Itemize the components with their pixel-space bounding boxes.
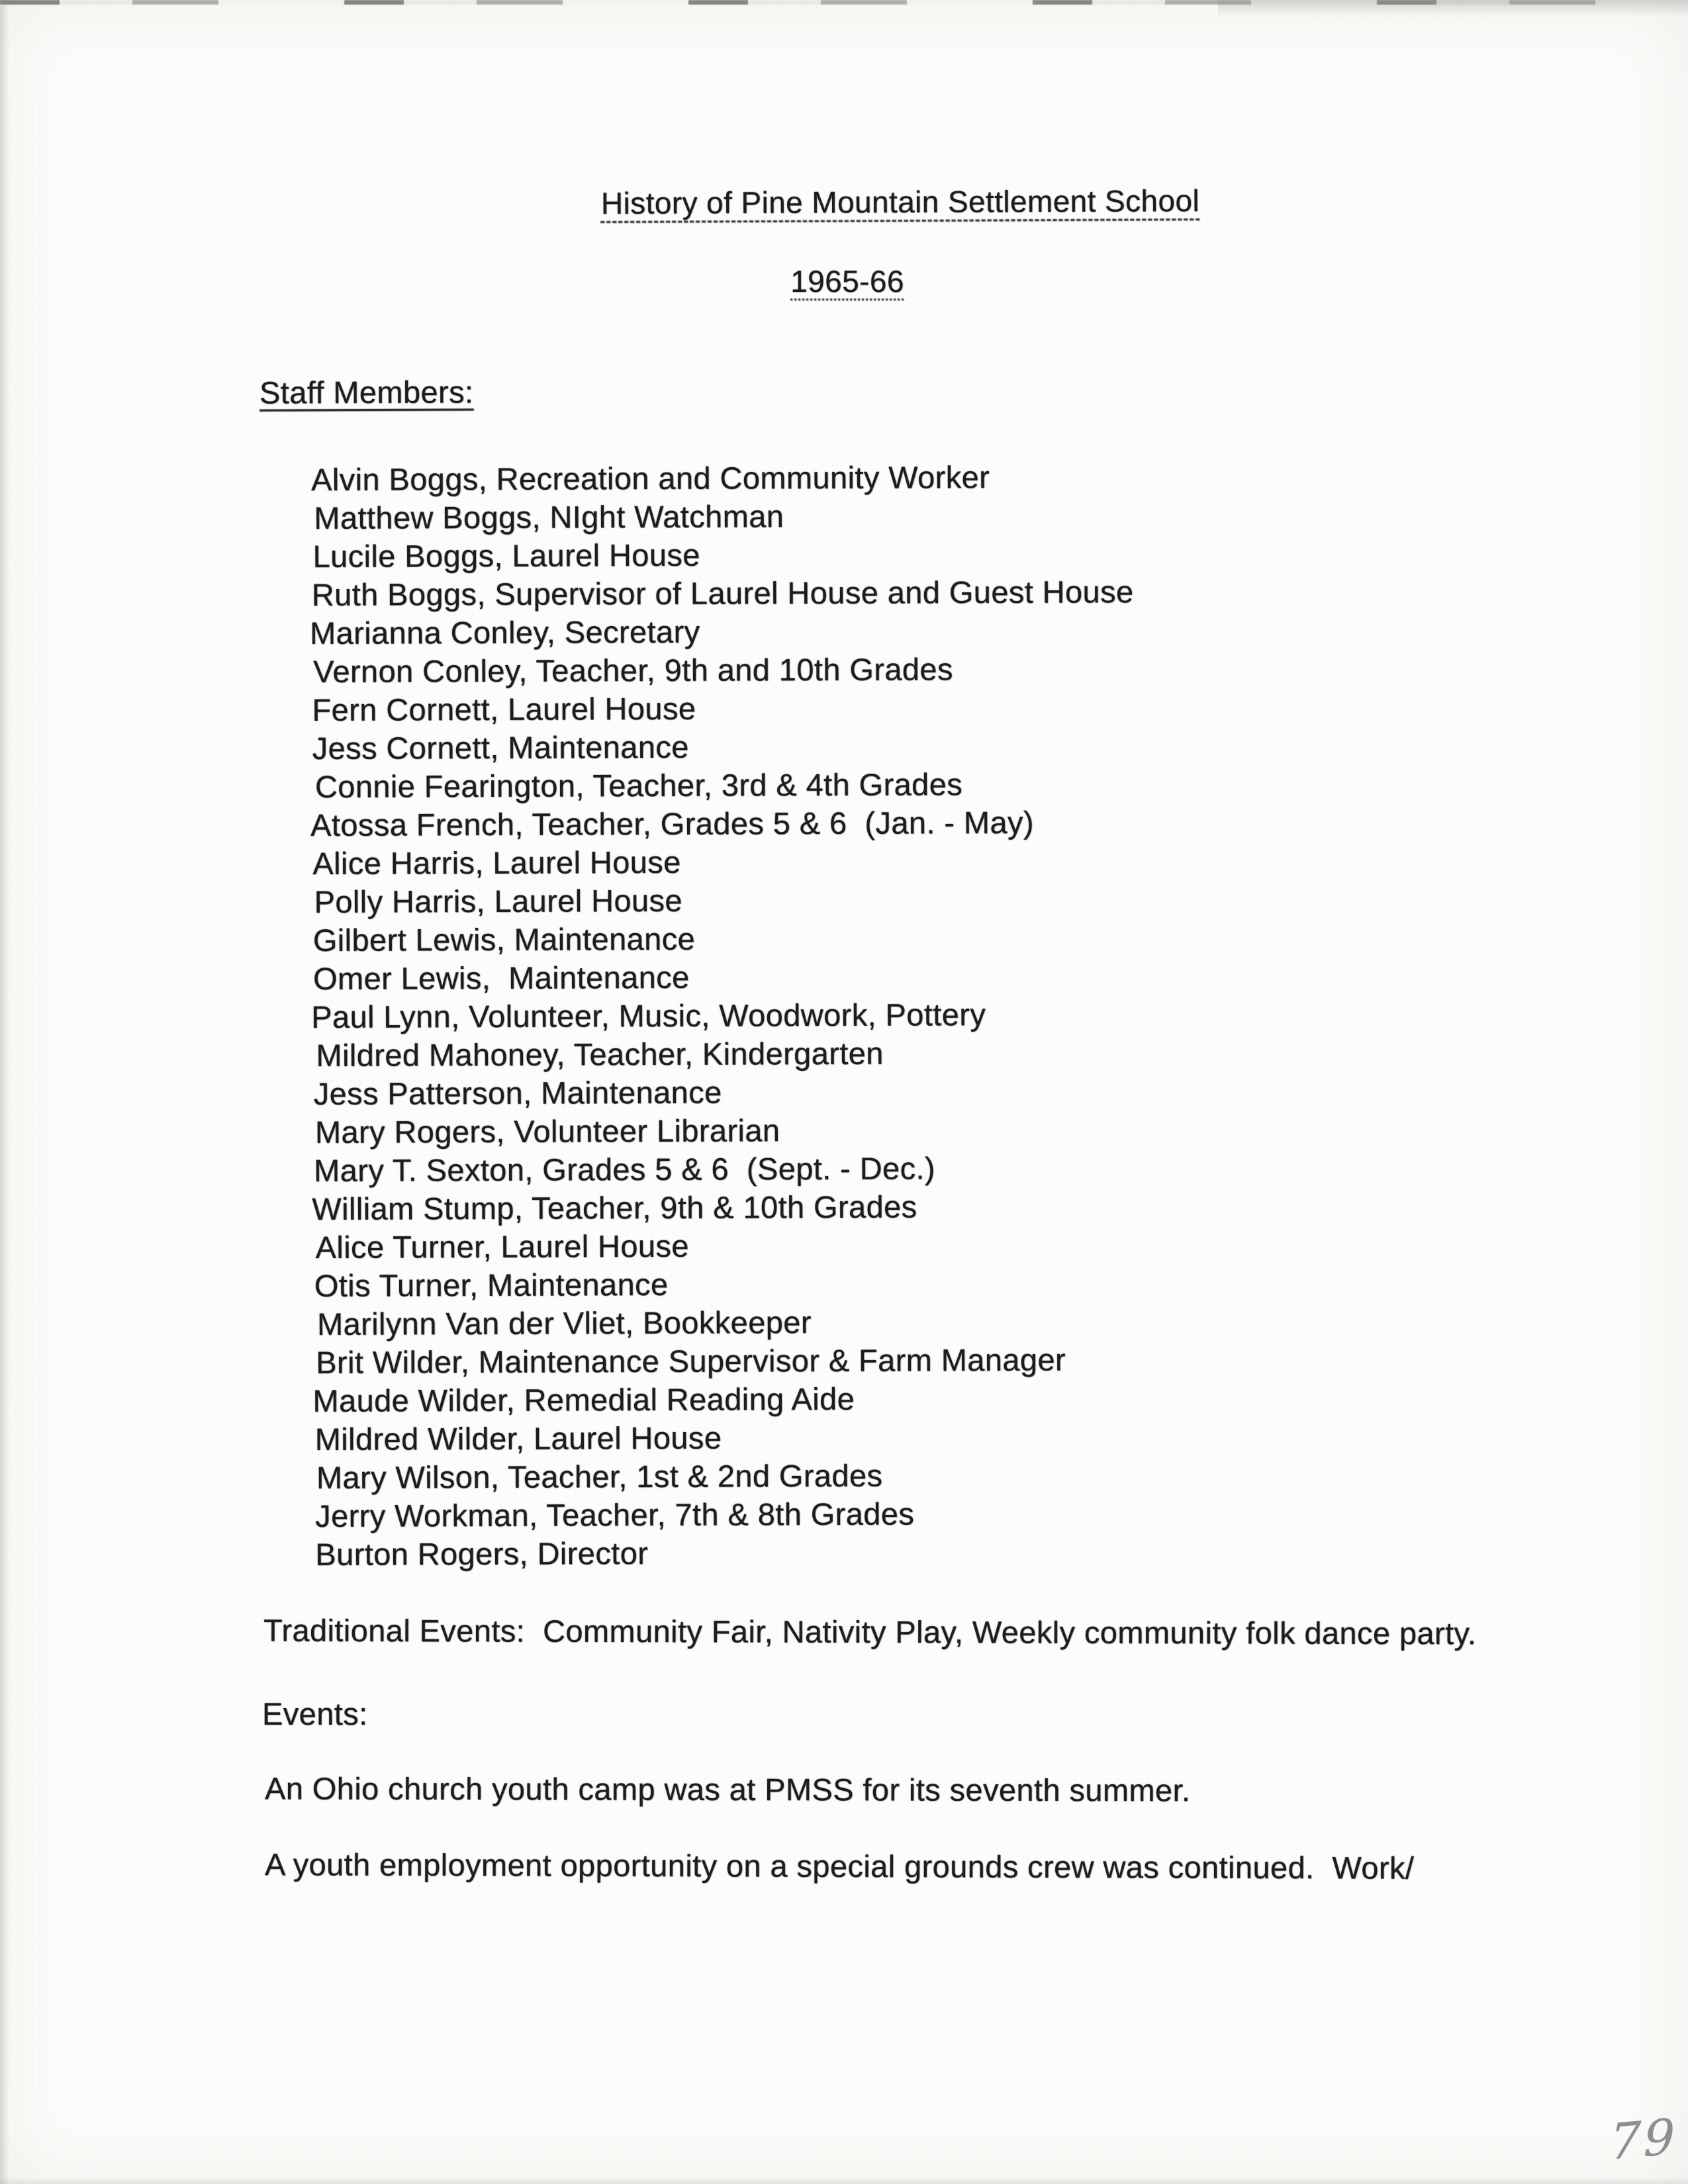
staff-member-line: Mary T. Sexton, Grades 5 & 6 (Sept. - Dec.) <box>314 1150 936 1188</box>
staff-member-line: Marilynn Van der Vliet, Bookkeeper <box>316 1304 812 1342</box>
staff-member-line: Burton Rogers, Director <box>315 1535 649 1572</box>
staff-member-line: William Stump, Teacher, 9th & 10th Grades <box>312 1189 917 1227</box>
staff-member-line: Mary Rogers, Volunteer Librarian <box>314 1113 780 1150</box>
staff-member-line: Alice Turner, Laurel House <box>315 1228 689 1265</box>
staff-member-line: Jerry Workman, Teacher, 7th & 8th Grades <box>315 1496 915 1533</box>
staff-member-line: Marianna Conley, Secretary <box>309 614 700 651</box>
staff-member-line: Mildred Wilder, Laurel House <box>314 1420 722 1457</box>
staff-member-line: Polly Harris, Laurel House <box>314 882 683 919</box>
scanner-edge-artifact-left <box>0 0 9 2184</box>
staff-member-line: Paul Lynn, Volunteer, Music, Woodwork, Pottery <box>311 997 986 1035</box>
staff-member-line: Jess Patterson, Maintenance <box>313 1074 722 1111</box>
staff-members-heading: Staff Members: <box>259 374 474 410</box>
staff-member-line: Brit Wilder, Maintenance Supervisor & Farm Manager <box>316 1342 1066 1380</box>
scanner-edge-artifact-bottom <box>0 2177 1688 2184</box>
staff-member-line: Fern Cornett, Laurel House <box>312 690 696 727</box>
staff-member-line: Vernon Conley, Teacher, 9th and 10th Grades <box>313 651 953 689</box>
staff-member-line: Ruth Boggs, Supervisor of Laurel House and Guest House <box>311 574 1134 612</box>
events-heading: Events: <box>262 1696 368 1731</box>
staff-member-line: Alvin Boggs, Recreation and Community Worker <box>311 459 990 497</box>
staff-member-line: Maude Wilder, Remedial Reading Aide <box>312 1381 855 1419</box>
event-paragraph-2: A youth employment opportunity on a special grounds crew was continued. Work/ <box>264 1846 1415 1886</box>
document-title: History of Pine Mountain Settlement School <box>600 183 1200 220</box>
staff-member-line: Connie Fearington, Teacher, 3rd & 4th Grades <box>314 766 963 804</box>
staff-member-line: Alice Harris, Laurel House <box>312 844 681 881</box>
event-paragraph-1: An Ohio church youth camp was at PMSS for its seventh summer. <box>264 1770 1191 1808</box>
traditional-events-line: Traditional Events: Community Fair, Nativity Play, Weekly community folk dance party. <box>263 1612 1477 1651</box>
staff-member-line: Otis Turner, Maintenance <box>314 1266 669 1303</box>
document-year: 1965-66 <box>790 264 904 298</box>
staff-member-list <box>311 457 1137 1574</box>
scanner-edge-artifact-top-right <box>1218 0 1688 17</box>
staff-member-line: Mildred Mahoney, Teacher, Kindergarten <box>316 1035 884 1073</box>
staff-member-line: Atossa French, Teacher, Grades 5 & 6 (Jan. - May) <box>310 804 1034 843</box>
staff-member-line: Mary Wilson, Teacher, 1st & 2nd Grades <box>316 1457 883 1495</box>
staff-member-line: Lucile Boggs, Laurel House <box>312 537 700 574</box>
staff-member-line: Jess Cornett, Maintenance <box>312 729 689 766</box>
staff-member-line: Matthew Boggs, NIght Watchman <box>314 498 784 535</box>
staff-member-line: Omer Lewis, Maintenance <box>312 959 690 996</box>
staff-member-line: Gilbert Lewis, Maintenance <box>312 921 696 958</box>
handwritten-page-number: 79 <box>1609 2108 1678 2171</box>
